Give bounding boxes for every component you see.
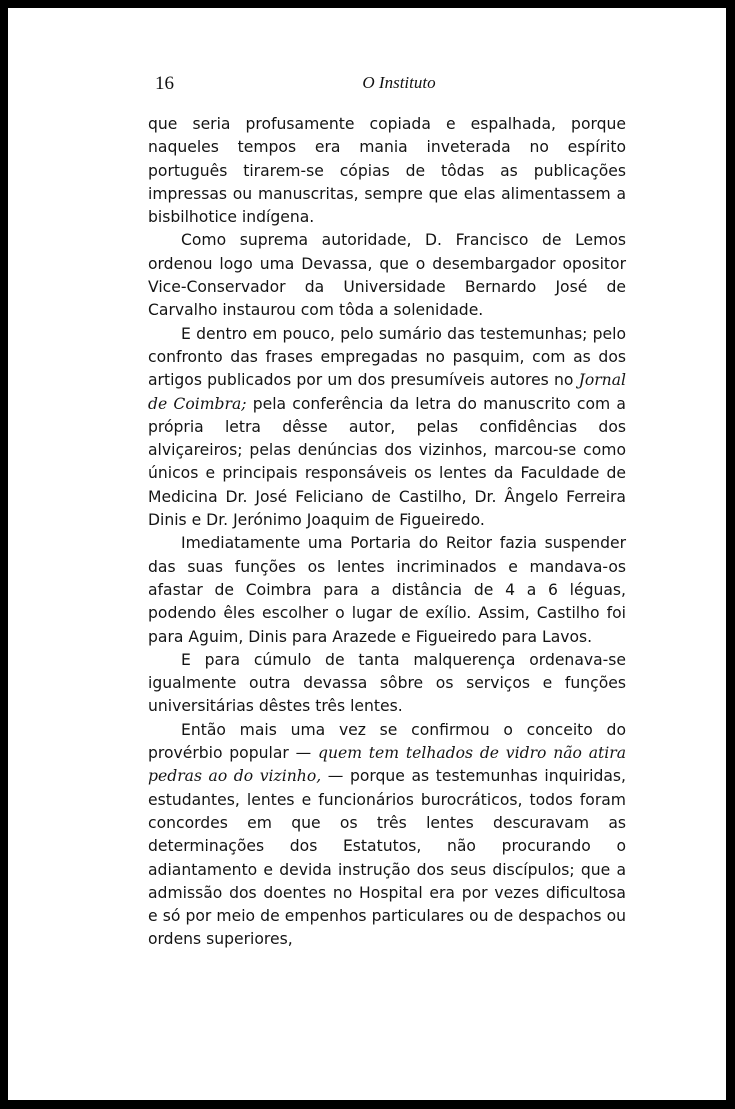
- page-number: 16: [155, 73, 174, 94]
- paragraph-3-text-b: pela conferência da letra do manuscrito com a própria letra dêsse autor, pelas confidências dos alviçareiros; pelas denúncias dos vizinhos, marcou-se como únicos e principais responsáveis os lentes da Faculdade de Medicina Dr. José Feliciano de Castilho, Dr. Ângelo Ferreira Dinis e Dr. Jerónimo Joaquim de Figueiredo.: [148, 394, 626, 530]
- paragraph-6-text-a: Então mais uma vez se confirmou o conceito do provérbio popular —: [148, 720, 626, 763]
- paragraph-4: Imediatamente uma Portaria do Reitor fazia suspender das suas funções os lentes incriminados e mandava-os afastar de Coimbra para a distância de 4 a 6 léguas, podendo êles escolher o lugar de exílio. Assim, Castilho foi para Aguim, Dinis para Arazede e Figueiredo para Lavos.: [148, 534, 626, 646]
- page-body: [148, 113, 626, 952]
- paragraph-6: [148, 719, 626, 952]
- paragraph-2: Como suprema autoridade, D. Francisco de Lemos ordenou logo uma Devassa, que o desembargador opositor Vice-Conservador da Universidade Bernardo José de Carvalho instaurou com tôda a solenidade.: [148, 231, 626, 320]
- proverb-italic: quem tem telhados de vidro não atira pedras ao do vizinho,: [148, 744, 627, 786]
- journal-title-italic: Jornal de Coimbra;: [148, 371, 626, 413]
- book-page: [8, 8, 726, 1100]
- paragraph-6-text-b: — porque as testemunhas inquiridas, estudantes, lentes e funcionários burocráticos, todos foram concordes em que os três lentes descuravam as determinações dos Estatutos, não procurando o adiantamento e devida instrução dos seus discípulos; que a admissão dos doentes no Hospital era por vezes dificultosa e só por meio de empenhos particulares ou de despachos ou ordens superiores,: [148, 767, 626, 949]
- paragraph-1: que seria profusamente copiada e espalhada, porque naqueles tempos era mania inveterada no espírito português tirarem-se cópias de tôdas as publicações impressas ou manuscritas, sempre que elas alimentassem a bisbilhotice indígena.: [148, 115, 626, 227]
- paragraph-3: [148, 323, 626, 533]
- paragraph-5: E para cúmulo de tanta malquerença ordenava-se igualmente outra devassa sôbre os serviços e funções universitárias dêstes três lentes.: [148, 650, 626, 716]
- paragraph-3-text-a: E dentro em pouco, pelo sumário das testemunhas; pelo confronto das frases empregadas no pasquim, com as dos artigos publicados por um dos presumíveis autores no: [148, 324, 626, 390]
- running-title: O Instituto: [362, 73, 436, 92]
- page-header: [155, 73, 633, 99]
